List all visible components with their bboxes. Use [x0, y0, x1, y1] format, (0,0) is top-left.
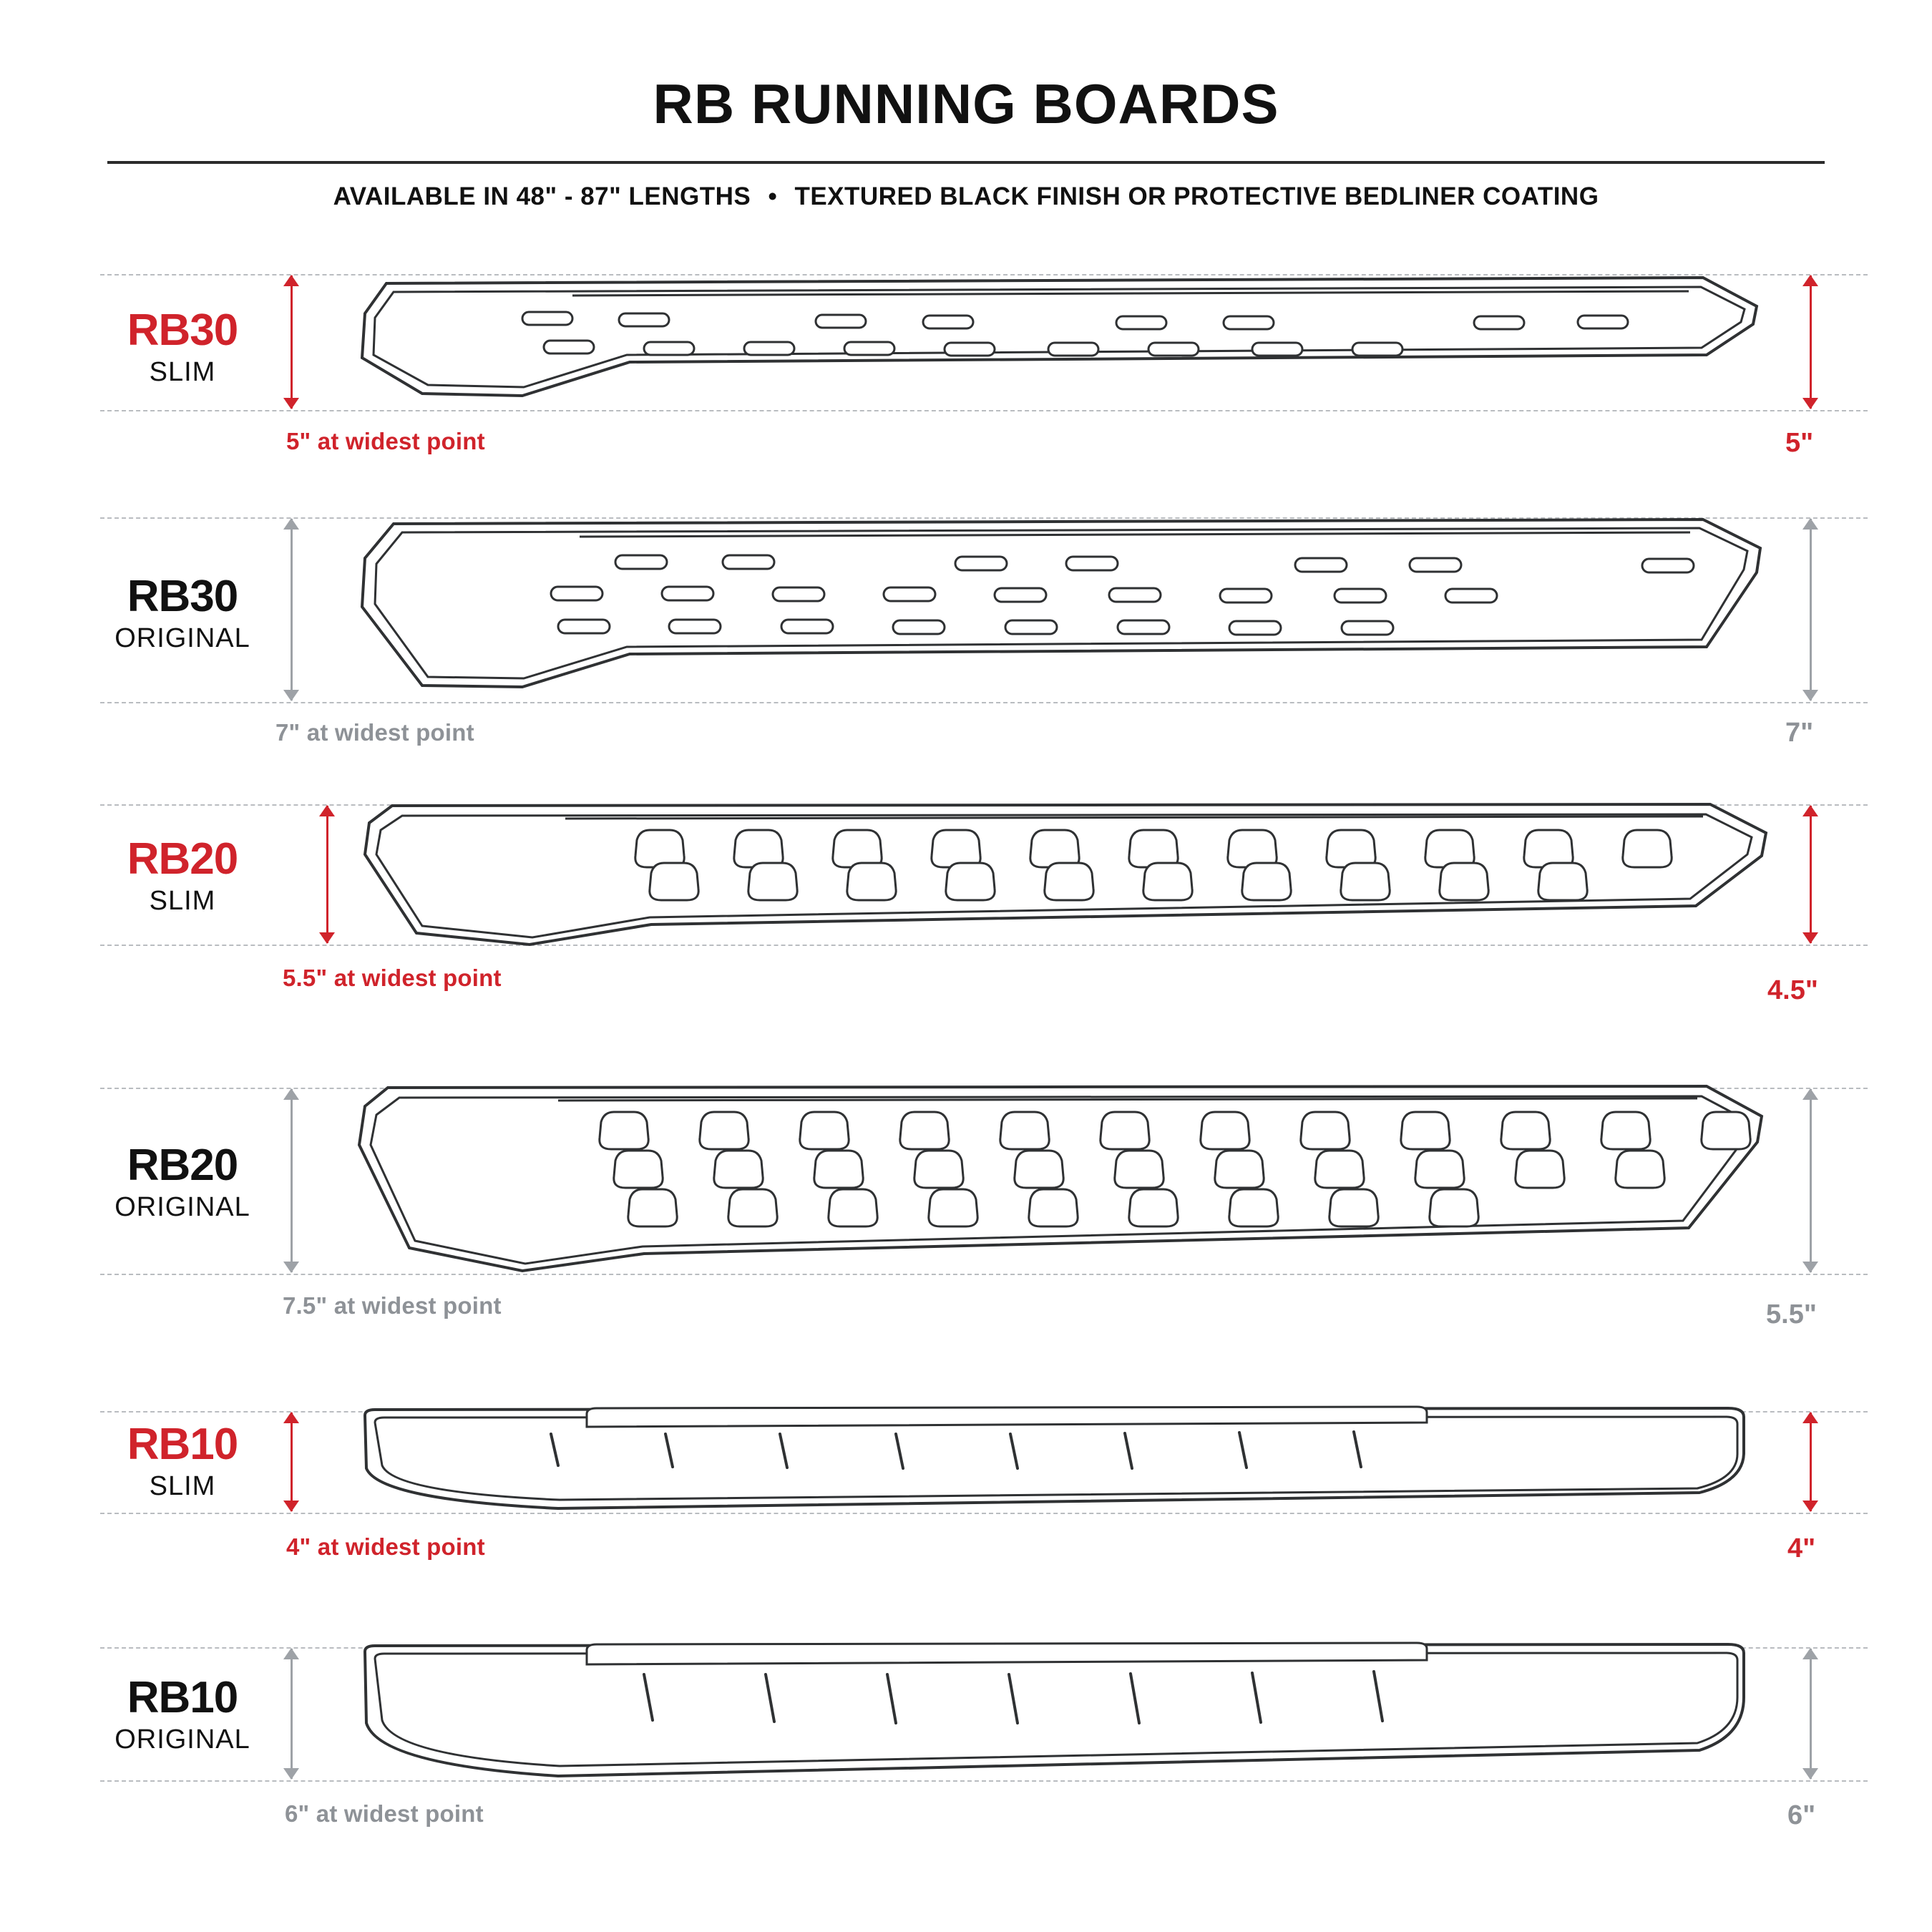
subtitle-separator: •: [768, 182, 778, 210]
width-caption: 5.5" at widest point: [283, 965, 502, 991]
variant-name: ORIGINAL: [114, 623, 250, 653]
board-illustration-rb20-original: [343, 1076, 1767, 1291]
width-caption: 6" at widest point: [285, 1800, 484, 1827]
board-illustration-rb30-original: [343, 507, 1767, 721]
model-name: RB30: [127, 572, 238, 621]
model-name: RB10: [127, 1420, 238, 1469]
board-row-rb20-slim: [0, 793, 1932, 1072]
label-rb20-slim: [79, 834, 286, 916]
board-illustration-rb10-original: [343, 1636, 1767, 1800]
height-dimension: 7": [1785, 718, 1814, 748]
label-rb10-slim: [79, 1420, 286, 1501]
header-subtitle: [107, 182, 1825, 211]
height-arrow-right: [1809, 519, 1812, 701]
height-dimension: 6": [1787, 1800, 1816, 1830]
subtitle-finish: TEXTURED BLACK FINISH OR PROTECTIVE BEDLINER COATING: [794, 182, 1599, 210]
model-name: RB30: [127, 306, 238, 355]
variant-name: SLIM: [149, 1471, 216, 1501]
label-rb30-slim: [79, 308, 286, 386]
board-rows: [0, 267, 1932, 1866]
model-name: RB20: [127, 1141, 238, 1190]
width-caption: 5" at widest point: [286, 428, 485, 454]
label-rb20-original: [79, 1143, 286, 1221]
board-row-rb30-original: [0, 510, 1932, 793]
variant-name: ORIGINAL: [114, 1192, 250, 1222]
height-arrow-right: [1809, 1413, 1812, 1511]
board-row-rb30-slim: [0, 267, 1932, 510]
height-arrow-right: [1809, 1649, 1812, 1779]
variant-name: ORIGINAL: [114, 1724, 250, 1755]
height-arrow-left: [290, 1089, 293, 1272]
variant-name: SLIM: [149, 886, 216, 916]
height-dimension: 5.5": [1766, 1299, 1817, 1330]
subtitle-lengths: AVAILABLE IN 48" - 87" LENGTHS: [333, 182, 751, 210]
height-arrow-left: [326, 806, 328, 943]
width-caption: 7" at widest point: [275, 719, 474, 746]
height-arrow-left: [290, 275, 293, 409]
board-illustration-rb20-slim: [351, 793, 1775, 965]
label-rb30-original: [79, 572, 286, 653]
height-arrow-right: [1809, 1089, 1812, 1272]
label-rb10-original: [79, 1673, 286, 1755]
board-row-rb20-original: [0, 1072, 1932, 1387]
height-arrow-left: [290, 519, 293, 701]
height-dimension: 5": [1785, 428, 1814, 458]
board-illustration-rb10-slim: [343, 1400, 1767, 1536]
height-dimension: 4": [1787, 1533, 1816, 1563]
header: [0, 0, 1932, 211]
height-arrow-right: [1809, 806, 1812, 943]
width-caption: 4" at widest point: [286, 1533, 485, 1560]
board-illustration-rb30-slim: [343, 263, 1767, 428]
model-name: RB20: [127, 834, 238, 884]
variant-name: SLIM: [149, 357, 216, 387]
height-arrow-right: [1809, 275, 1812, 409]
height-arrow-left: [290, 1649, 293, 1779]
height-dimension: 4.5": [1767, 975, 1818, 1005]
board-row-rb10-original: [0, 1623, 1932, 1866]
page-title: RB RUNNING BOARDS: [653, 72, 1279, 135]
model-name: RB10: [127, 1673, 238, 1722]
width-caption: 7.5" at widest point: [283, 1292, 502, 1319]
header-divider: [107, 161, 1825, 164]
board-row-rb10-slim: [0, 1387, 1932, 1623]
height-arrow-left: [290, 1413, 293, 1511]
